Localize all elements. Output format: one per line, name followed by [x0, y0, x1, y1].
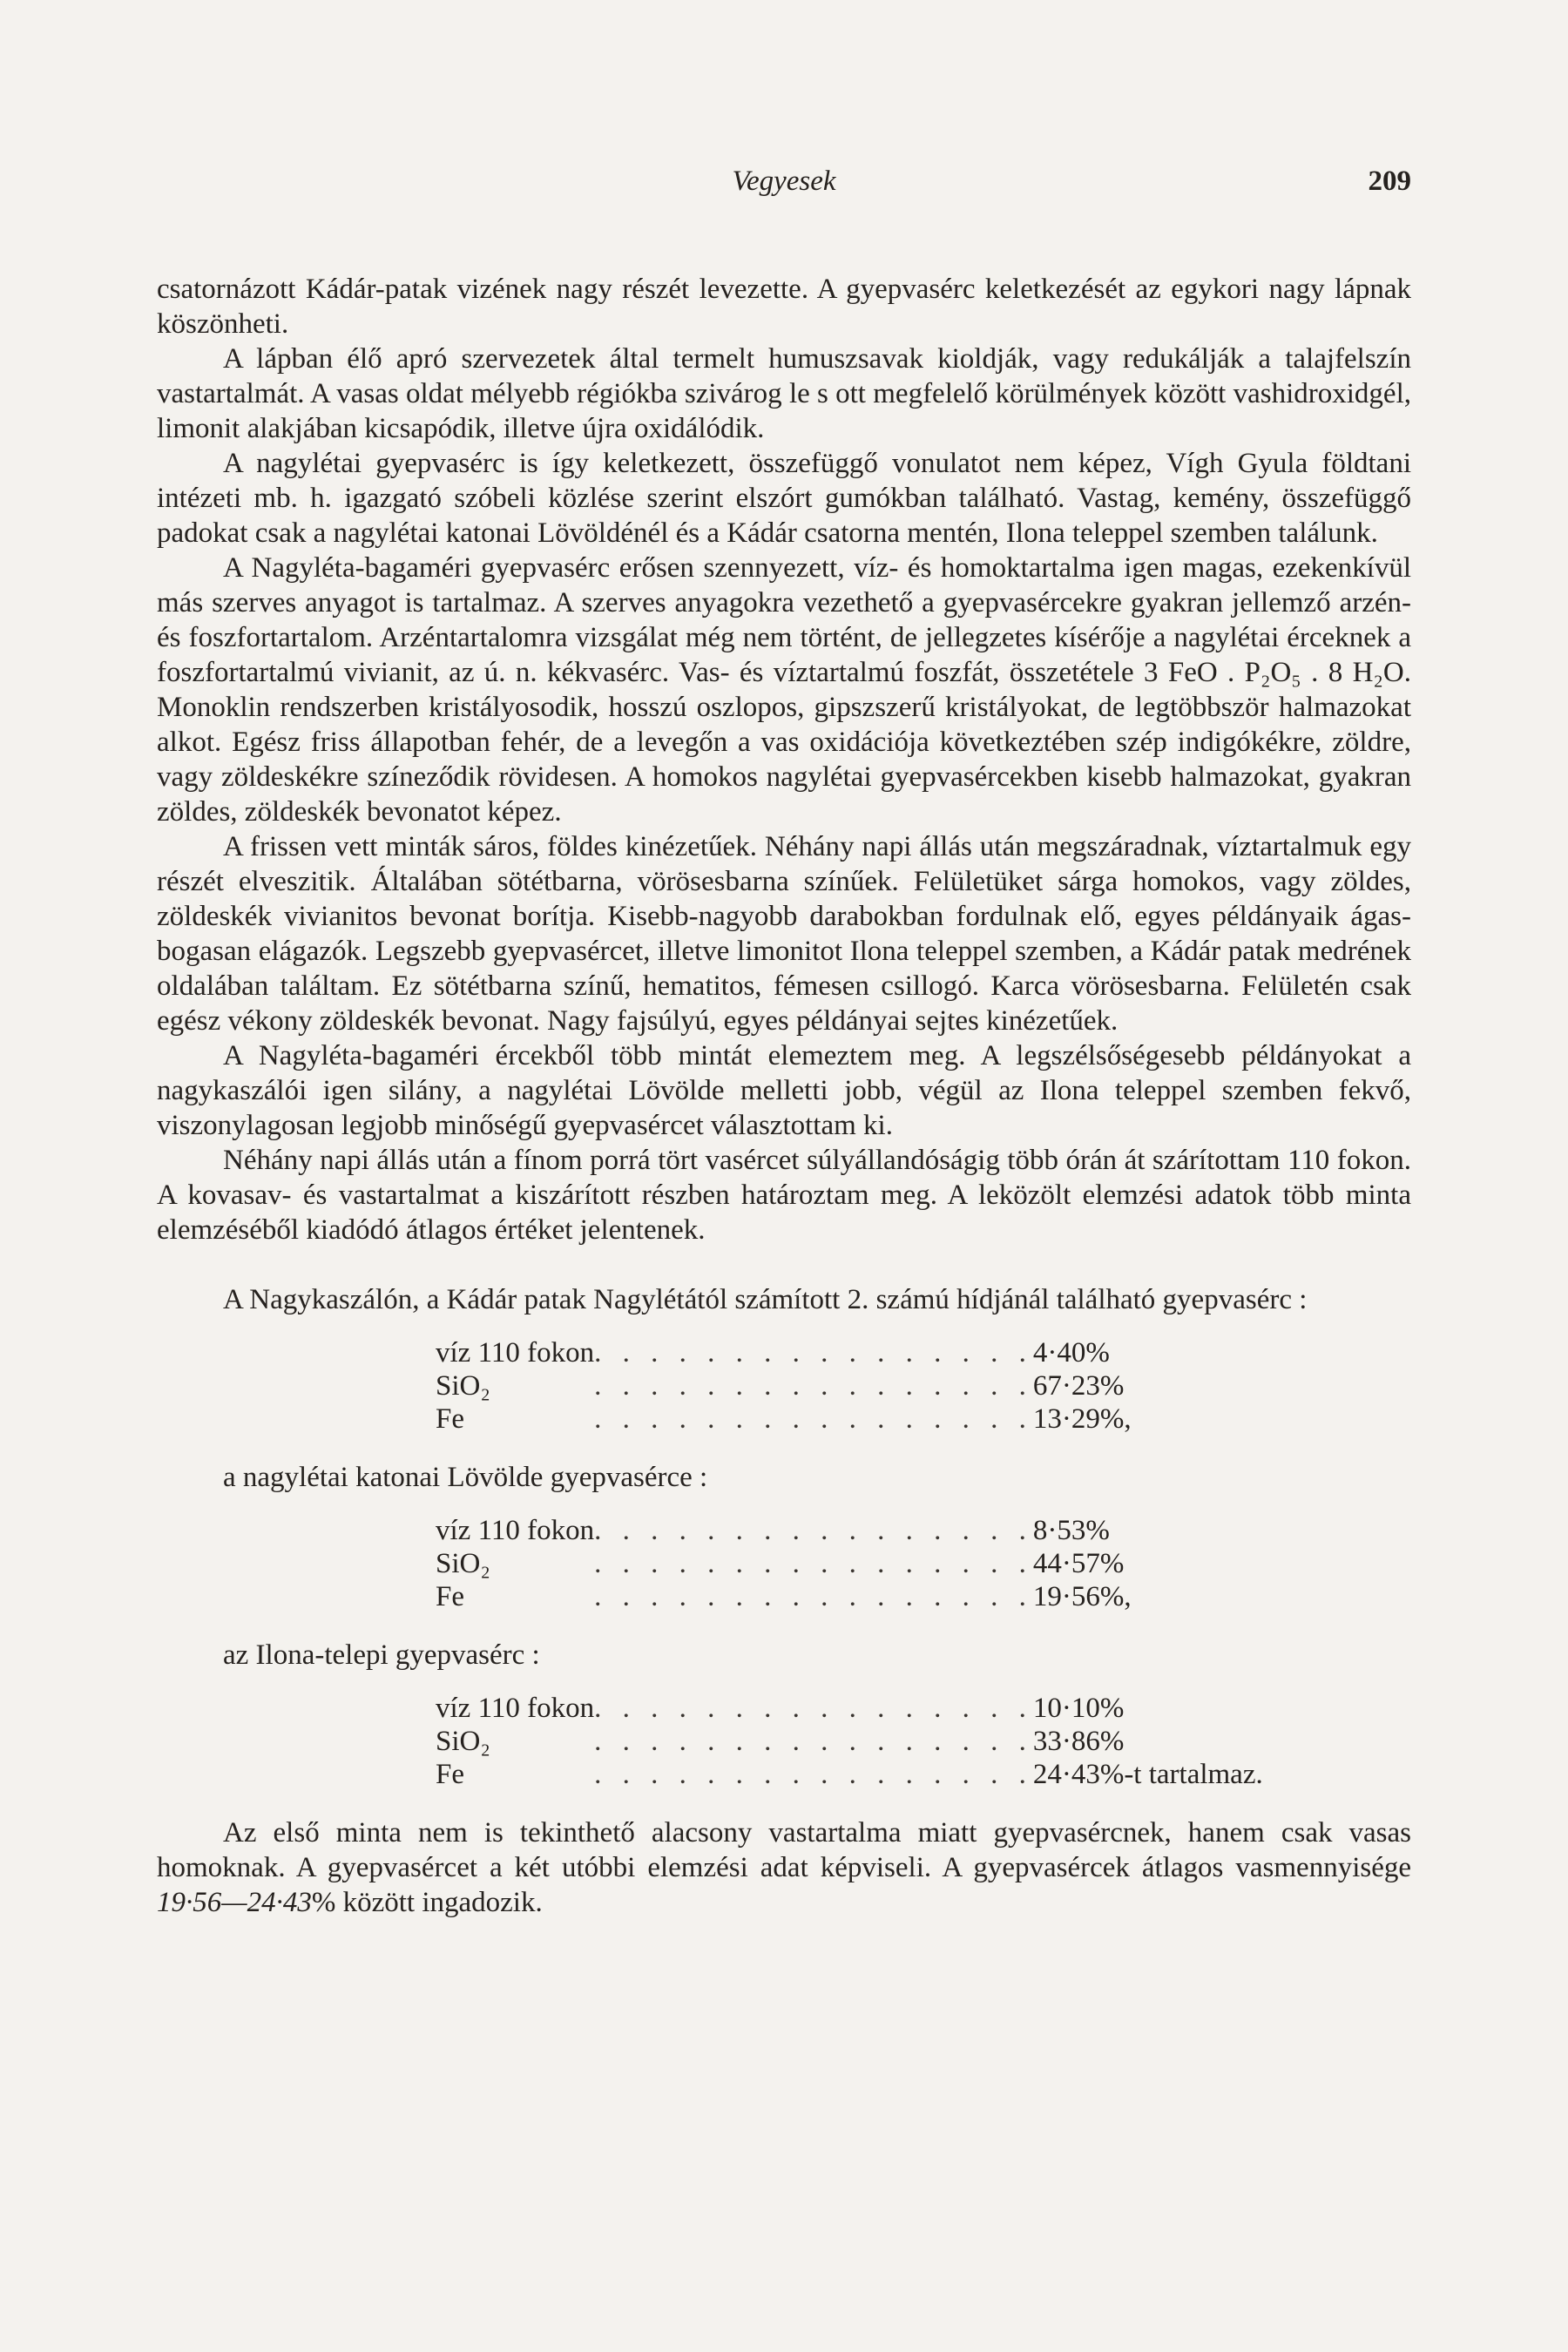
paragraph: A Nagyléta-bagaméri gyepvasérc erősen szennyezett, víz- és homoktartalma igen magas, ezekenkívül más szerves anyagot is tartalmaz. A szerves anyagokra vezethető a gyepvasércekre gyakran jellemző arzén- és foszfortartalom. Arzéntartalomra vizsgálat még nem történt, de jellegzetes kísérője a nagylétai érceknek a foszfortartalmú vivianit, az ú. n. kékvasérc. Vas- és víztartalmú foszfát, összetétele 3 FeO . P₂O₅ . 8 H₂O. Monoklin rendszerben kristályosodik, hosszú oszlopos, gipszszerű kristályokat, de legtöbbször halmazokat alkot. Egész friss állapotban fehér, de a levegőn a vas oxidációja következtében szép indigókékre, zöldre, vagy zöldeskékre színeződik rövidesen. A homokos nagylétai gyepvasércekben kisebb halmazokat, gyakran zöldes, zöldeskék bevonatot képez.: [157, 552, 1411, 828]
sample-intro: A Nagykaszálón, a Kádár patak Nagylétától számított 2. számú hídjánál található gyepvasérc :: [223, 1284, 1308, 1315]
analysis-value: 4·40%: [1032, 1337, 1110, 1369]
analysis-value: 10·10%: [1032, 1693, 1125, 1724]
analysis-table: [436, 1336, 1289, 1436]
analysis-label: SiO₂: [436, 1548, 490, 1579]
analysis-value: 24·43%-t tartalmaz.: [1032, 1759, 1263, 1790]
analysis-row: [436, 1336, 1289, 1369]
analysis-row: [436, 1402, 1289, 1436]
analysis-value: 67·23%: [1032, 1370, 1125, 1402]
analysis-label: Fe: [436, 1403, 464, 1435]
dot-leader: . . . . . . . . . . . . . . . .: [594, 1693, 1033, 1724]
dot-leader: . . . . . . . . . . . . . . . .: [594, 1403, 1033, 1435]
analysis-row: [436, 1514, 1289, 1547]
analysis-label: SiO₂: [436, 1726, 490, 1757]
page-number: 209: [1368, 166, 1411, 197]
page-header: [157, 166, 1411, 211]
analysis-row: [436, 1369, 1289, 1402]
running-title: Vegyesek: [732, 166, 836, 197]
dot-leader: . . . . . . . . . . . . . . . .: [594, 1548, 1033, 1579]
analysis-label: víz 110 fokon: [436, 1337, 595, 1369]
analysis-row: [436, 1725, 1289, 1758]
analysis-label: víz 110 fokon: [436, 1693, 595, 1724]
sample-intro: a nagylétai katonai Lövölde gyepvasérce :: [223, 1462, 708, 1493]
paragraph: csatornázott Kádár-patak vizének nagy részét levezette. A gyepvasérc keletkezését az egykori nagy lápnak köszönheti.: [157, 274, 1411, 340]
paragraph: A lápban élő apró szervezetek által termelt humuszsavak kioldják, vagy redukálják a talajfelszín vastartalmát. A vasas oldat mélyebb régiókba szivárog le s ott megfelelő körülmények között vashidroxidgél, limonit alakjában kicsapódik, illetve újra oxidálódik.: [157, 343, 1411, 444]
analysis-row: [436, 1547, 1289, 1580]
analysis-row: [436, 1580, 1289, 1613]
analysis-table: [436, 1692, 1289, 1791]
conclusion-text-end: % között ingadozik.: [311, 1887, 543, 1918]
dot-leader: . . . . . . . . . . . . . . . .: [594, 1515, 1033, 1546]
analysis-label: víz 110 fokon: [436, 1515, 595, 1546]
page-body: [157, 272, 1411, 1920]
analysis-value: 19·56%,: [1032, 1581, 1132, 1612]
dot-leader: . . . . . . . . . . . . . . . .: [594, 1337, 1033, 1369]
dot-leader: . . . . . . . . . . . . . . . .: [594, 1370, 1033, 1402]
analysis-value: 8·53%: [1032, 1515, 1110, 1546]
conclusion-paragraph: [157, 1815, 1411, 1920]
analysis-table: [436, 1514, 1289, 1613]
analysis-label: Fe: [436, 1581, 464, 1612]
analysis-value: 33·86%: [1032, 1726, 1125, 1757]
iron-content-range: 19·56—24·43: [157, 1887, 312, 1918]
paragraph: A Nagyléta-bagaméri ércekből több mintát elemeztem meg. A legszélsőségesebb példányokat a nagykaszálói igen silány, a nagylétai Lövölde melletti jobb, végül az Ilona teleppel szemben fekvő, viszonylagosan legjobb minőségű gyepvasércet választottam ki.: [157, 1040, 1411, 1141]
dot-leader: . . . . . . . . . . . . . . . .: [594, 1581, 1033, 1612]
analysis-value: 44·57%: [1032, 1548, 1125, 1579]
analysis-value: 13·29%,: [1032, 1403, 1132, 1435]
conclusion-text: Az első minta nem is tekinthető alacsony vastartalma miatt gyepvasércnek, hanem csak vasas homoknak. A gyepvasércet a két utóbbi elemzési adat képviseli. A gyepvasércek átlagos vasmennyisége: [157, 1817, 1411, 1883]
analysis-row: [436, 1758, 1289, 1791]
sample-intro: az Ilona-telepi gyepvasérc :: [223, 1639, 540, 1671]
paragraph: A nagylétai gyepvasérc is így keletkezett, összefüggő vonulatot nem képez, Vígh Gyula földtani intézeti mb. h. igazgató szóbeli közlése szerint elszórt gumókban található. Vastag, kemény, összefüggő padokat csak a nagylétai katonai Lövöldénél és a Kádár csatorna mentén, Ilona teleppel szemben találunk.: [157, 448, 1411, 549]
paragraph: A frissen vett minták sáros, földes kinézetűek. Néhány napi állás után megszáradnak, víztartalmuk egy részét elveszitik. Általában sötétbarna, vörösesbarna színűek. Felületüket sárga homokos, vagy zöldes, zöldeskék vivianitos bevonat borítja. Kisebb-nagyobb darabokban fordulnak elő, egyes példányaik ágas-bogasan elágazók. Legszebb gyepvasércet, illetve limonitot Ilona teleppel szemben, a Kádár patak medrének oldalában találtam. Ez sötétbarna színű, hematitos, fémesen csillogó. Karca vörösesbarna. Felületén csak egész vékony zöldeskék bevonat. Nagy fajsúlyú, egyes példányai sejtes kinézetűek.: [157, 831, 1411, 1037]
dot-leader: . . . . . . . . . . . . . . . .: [594, 1726, 1033, 1757]
analysis-row: [436, 1692, 1289, 1725]
analysis-label: Fe: [436, 1759, 464, 1790]
paragraph: Néhány napi állás után a fínom porrá tört vasércet súlyállandóságig több órán át szárítottam 110 fokon. A kovasav- és vastartalmat a kiszárított részben határoztam meg. A leközölt elemzési adatok több minta elemzéséből kiadódó átlagos értéket jelentenek.: [157, 1145, 1411, 1246]
analysis-label: SiO₂: [436, 1370, 490, 1402]
dot-leader: . . . . . . . . . . . . . . . .: [594, 1759, 1033, 1790]
analysis-section: [157, 1282, 1411, 1791]
